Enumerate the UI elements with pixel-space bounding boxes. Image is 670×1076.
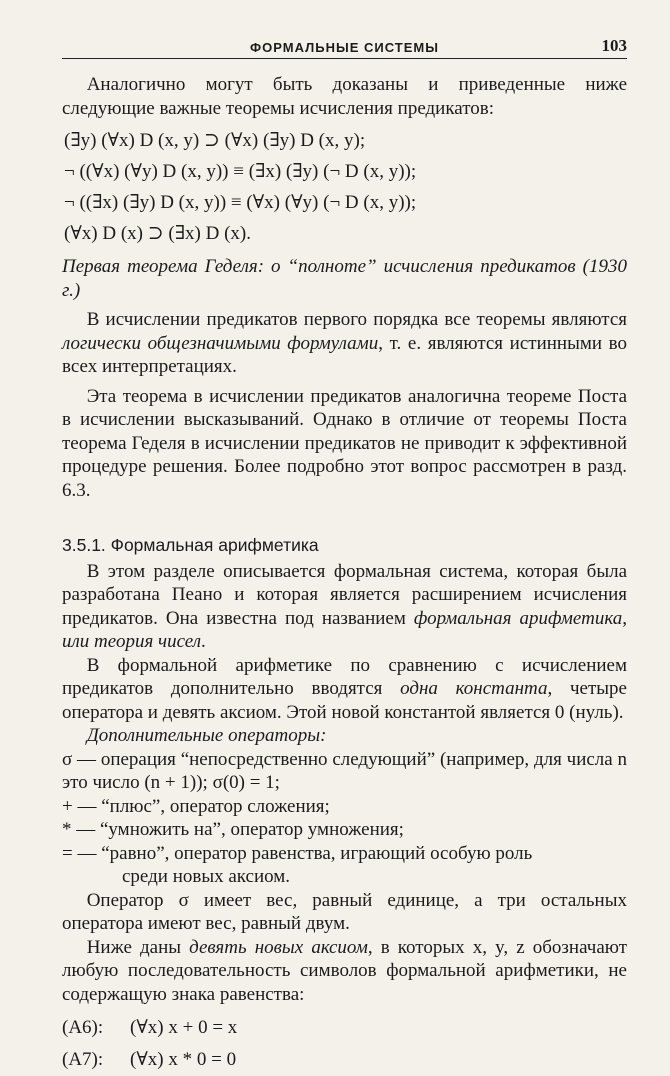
operator-multiply: * — “умножить на”, оператор умножения; (62, 819, 404, 840)
section-p2-text-1: В формальной арифметике по сравнению с исчислением предикатов дополнительно вводятся (62, 654, 627, 699)
axioms-intro-text-1: Ниже даны (86, 936, 190, 958)
remark-paragraph: Эта теорема в исчислении предикатов аналогична теореме Поста в исчислении высказываний. Однако в отличие от теоремы Поста теорема Геделя в исчислении предикатов не приводит к эффективной процедуре решения. Более подробно этот вопрос рассмотрен в разд. 6.3. (62, 385, 627, 501)
section-paragraph-1 (62, 560, 627, 654)
axiom-a6 (62, 1012, 627, 1044)
theorem-statement (62, 308, 627, 379)
axioms-intro-text-2: , в которых x, y, z обозначают любую последовательность символов формальной арифметики, не содержащую знака равенства: (62, 936, 627, 1005)
formula-4: (∀x) D (x) ⊃ (∃x) D (x). (64, 223, 252, 244)
axiom-list (62, 1012, 627, 1076)
axiom-formula: (∀x) x + 0 = x (130, 1017, 238, 1038)
axiom-a7 (62, 1044, 627, 1076)
operator-equals: = — “равно”, оператор равенства, играющий особую роль (62, 842, 533, 864)
theorem-emphasis: логически общезначимыми формулами (62, 332, 379, 354)
axioms-intro-emphasis: девять новых аксиом (189, 936, 368, 958)
intro-paragraph: Аналогично могут быть доказаны и приведенные ниже следующие важные теоремы исчисления предикатов: (62, 74, 627, 119)
axiom-formula: (∀x) x * 0 = 0 (130, 1049, 237, 1070)
section-p2-emphasis: одна константа (400, 678, 548, 699)
page-header (62, 36, 627, 59)
weights-paragraph: Оператор σ имеет вес, равный единице, а три остальных оператора имеют вес, равный двум. (62, 889, 627, 934)
operators-heading: Дополнительные операторы: (86, 725, 327, 746)
formula-2: ¬ ((∀x) (∀y) D (x, y)) ≡ (∃x) (∃y) (¬ D (x, y)); (64, 161, 417, 182)
formula-list (62, 125, 627, 249)
section-p1-text-2: . (201, 631, 206, 652)
theorem-title: Первая теорема Геделя: о “полноте” исчисления предикатов (1930 г.) (62, 256, 627, 301)
axiom-label: (A7): (62, 1049, 104, 1070)
axiom-label: (A6): (62, 1017, 104, 1038)
operator-equals-continuation: среди новых аксиом. (122, 866, 291, 887)
axioms-intro (62, 936, 627, 1007)
section-p1-emphasis: формальная арифметика, или теория чисел (62, 607, 627, 652)
section-p2-text-2: , четыре оператора и девять аксиом. Этой новой константой является 0 (нуль). (62, 678, 627, 723)
operator-list (62, 748, 627, 889)
page-body (62, 73, 627, 1076)
section-title: 3.5.1. Формальная арифметика (62, 535, 319, 555)
page-number: 103 (601, 36, 627, 55)
running-title: ФОРМАЛЬНЫЕ СИСТЕМЫ (250, 40, 439, 55)
formula-1: (∃y) (∀x) D (x, y) ⊃ (∀x) (∃y) D (x, y); (64, 130, 366, 151)
theorem-text-2: , т. е. являются истинными во всех интерпретациях. (62, 332, 627, 377)
operator-successor: σ — операция “непосредственно следующий” (например, для числа n это число (n + 1)); σ(0) = 1; (62, 748, 627, 793)
section-p1-text-1: В этом разделе описывается формальная система, которая была разработана Пеано и которая является расширением исчисления предикатов. Она известна под названием (62, 560, 627, 629)
section-paragraph-2 (62, 654, 627, 725)
formula-3: ¬ ((∃x) (∃y) D (x, y)) ≡ (∀x) (∀y) (¬ D (x, y)); (64, 192, 417, 213)
theorem-text-1: В исчислении предикатов первого порядка все теоремы являются (86, 309, 627, 330)
operator-plus: + — “плюс”, оператор сложения; (62, 795, 330, 817)
